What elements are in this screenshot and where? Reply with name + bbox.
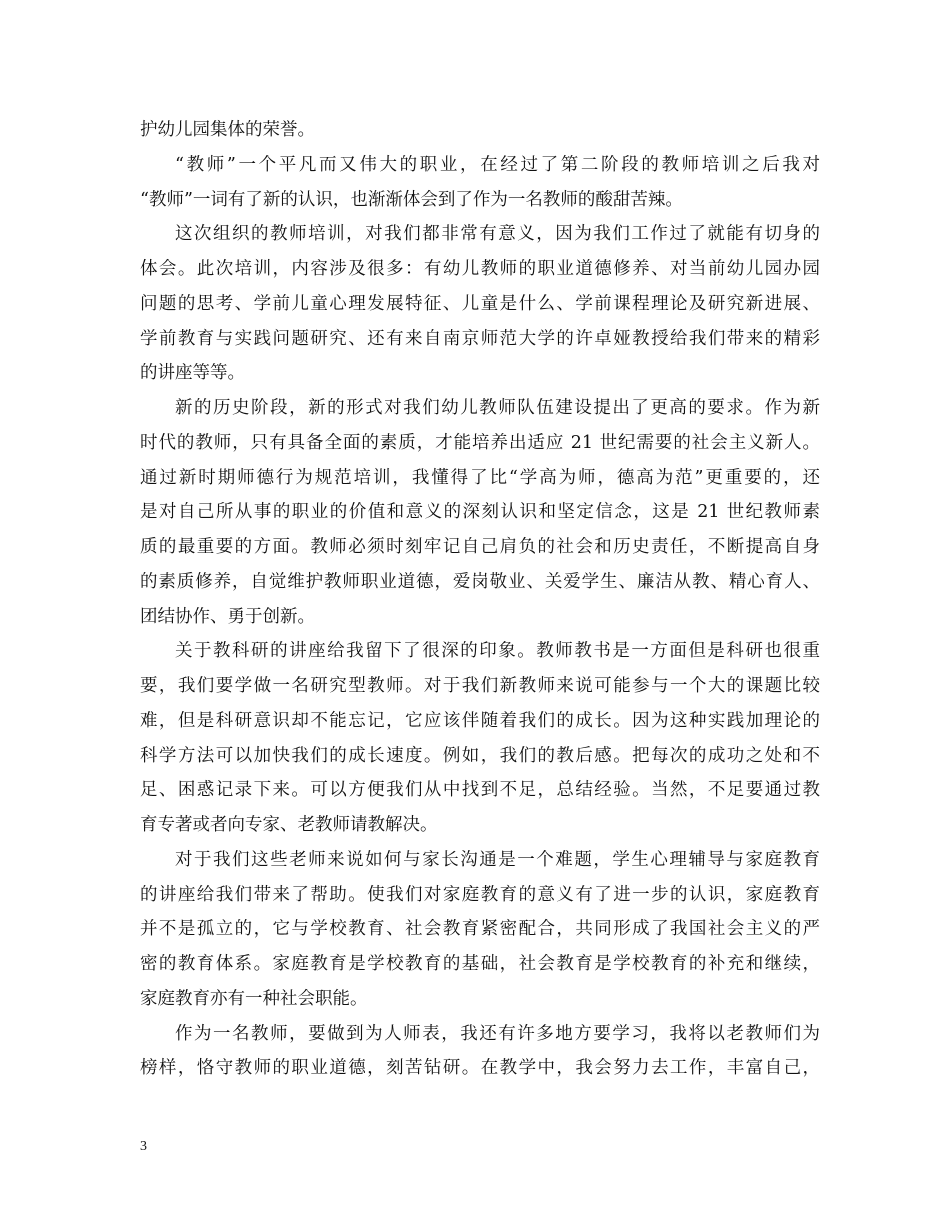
body-text bbox=[140, 113, 820, 1086]
text-line: “教师”一个平凡而又伟大的职业，在经过了第二阶段的教师培训之后我对 bbox=[175, 154, 820, 175]
text-line: 护幼儿园集体的荣誉。 bbox=[140, 120, 315, 140]
text-line: 科学方法可以加快我们的成长速度。例如，我们的教后感。把每次的成功之处和不 bbox=[140, 745, 820, 766]
text-line: 团结协作、勇于创新。 bbox=[140, 606, 315, 627]
page-number: 3 bbox=[140, 1139, 147, 1154]
text-line: 关于教科研的讲座给我留下了很深的印象。教师教书是一方面但是科研也很重 bbox=[175, 641, 820, 662]
text-line: 作为一名教师，要做到为人师表，我还有许多地方要学习，我将以老教师们为 bbox=[175, 1023, 820, 1044]
text-line: 足、困惑记录下来。可以方便我们从中找到不足，总结经验。当然，不足要通过教 bbox=[140, 780, 820, 801]
text-line: 新的历史阶段，新的形式对我们幼儿教师队伍建设提出了更高的要求。作为新 bbox=[175, 398, 820, 418]
text-line: 要，我们要学做一名研究型教师。对于我们新教师来说可能参与一个大的课题比较 bbox=[140, 676, 820, 696]
text-line: 对于我们这些老师来说如何与家长沟通是一个难题，学生心理辅导与家庭教育 bbox=[175, 849, 820, 870]
text-line: 育专著或者向专家、老教师请教解决。 bbox=[140, 815, 438, 835]
text-line: 难，但是科研意识却不能忘记，它应该伴随着我们的成长。因为这种实践加理论的 bbox=[140, 710, 820, 731]
text-line: 密的教育体系。家庭教育是学校教育的基础，社会教育是学校教育的补充和继续， bbox=[140, 954, 820, 974]
text-line: 榜样，恪守教师的职业道德，刻苦钻研。在教学中，我会努力去工作，丰富自己， bbox=[140, 1058, 820, 1079]
text-line: 质的最重要的方面。教师必须时刻牢记自己肩负的社会和历史责任，不断提高自身 bbox=[140, 537, 820, 557]
text-line: 通过新时期师德行为规范培训，我懂得了比“学高为师，德高为范”更重要的，还 bbox=[140, 467, 820, 488]
text-line: 的讲座等等。 bbox=[140, 363, 245, 384]
text-line: 体会。此次培训，内容涉及很多：有幼儿教师的职业道德修养、对当前幼儿园办园 bbox=[140, 259, 820, 279]
text-line: 是对自己所从事的职业的价值和意义的深刻认识和坚定信念，这是 21 世纪教师素 bbox=[140, 502, 820, 523]
text-line: 并不是孤立的，它与学校教育、社会教育紧密配合，共同形成了我国社会主义的严 bbox=[140, 919, 820, 940]
text-line: 学前教育与实践问题研究、还有来自南京师范大学的许卓娅教授给我们带来的精彩 bbox=[140, 328, 820, 349]
text-line: 问题的思考、学前儿童心理发展特征、儿童是什么、学前课程理论及研究新进展、 bbox=[140, 293, 820, 314]
text-line: 这次组织的教师培训，对我们都非常有意义，因为我们工作过了就能有切身的 bbox=[175, 224, 820, 245]
text-line: 时代的教师，只有具备全面的素质，才能培养出适应 21 世纪需要的社会主义新人。 bbox=[140, 432, 820, 453]
text-line: 的讲座给我们带来了帮助。使我们对家庭教育的意义有了进一步的认识，家庭教育 bbox=[140, 884, 820, 905]
text-line: 家庭教育亦有一种社会职能。 bbox=[140, 988, 368, 1009]
text-line: “教师”一词有了新的认识，也渐渐体会到了作为一名教师的酸甜苦辣。 bbox=[140, 189, 683, 210]
text-line: 的素质修养，自觉维护教师职业道德，爱岗敬业、关爱学生、廉洁从教、精心育人、 bbox=[140, 571, 820, 592]
